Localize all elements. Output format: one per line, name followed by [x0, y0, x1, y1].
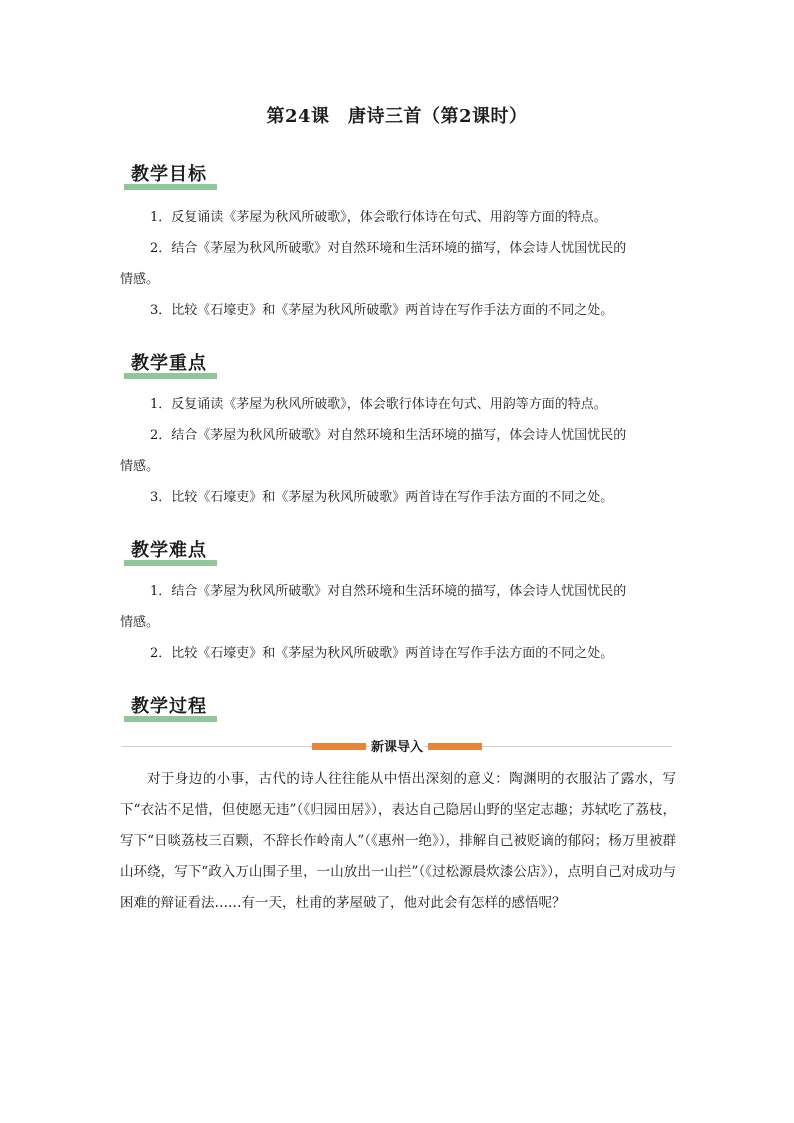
list-item: 1．反复诵读《茅屋为秋风所破歌》，体会歌行体诗在句式、用韵等方面的特点。: [150, 210, 607, 225]
list-item: 1．反复诵读《茅屋为秋风所破歌》，体会歌行体诗在句式、用韵等方面的特点。: [150, 397, 607, 412]
divider-label: 新课导入: [370, 740, 423, 755]
list-item: 1．结合《茅屋为秋风所破歌》对自然环境和生活环境的描写，体会诗人忧国忧民的: [150, 584, 627, 599]
difficulties-list: [120, 576, 680, 669]
list-item: 情感。: [120, 272, 160, 287]
list-item: 2．结合《茅屋为秋风所破歌》对自然环境和生活环境的描写，体会诗人忧国忧民的: [150, 241, 627, 256]
list-item: 情感。: [120, 615, 160, 630]
list-item: 3．比较《石壕吏》和《茅屋为秋风所破歌》两首诗在写作手法方面的不同之处。: [150, 490, 614, 505]
section-heading-process: 教学过程: [128, 692, 211, 718]
list-item: 情感。: [120, 459, 160, 474]
section-heading-objectives: 教学目标: [128, 160, 211, 186]
list-item: 2．比较《石壕吏》和《茅屋为秋风所破歌》两首诗在写作手法方面的不同之处。: [150, 646, 614, 661]
intro-paragraph: 对于身边的小事，古代的诗人往往能从中悟出深刻的意义：陶渊明的衣服沾了露水，写下“衣沾不足惜，但使愿无违”（《归园田居》），表达自己隐居山野的坚定志趣；苏轼吃了荔枝，写下“日啖荔枝三百颗，不辞长作岭南人”（《惠州一绝》），排解自己被贬谪的郁闷；杨万里被群山环绕，写下“政入万山围子里，一山放出一山拦”（《过松源晨炊漆公店》），点明自己对成功与困难的辩证看法……有一天，杜甫的茅屋破了，他对此会有怎样的感悟呢？: [120, 771, 676, 911]
page-title: 第24课 唐诗三首（第2课时）: [266, 106, 528, 127]
section-heading-key-points: 教学重点: [128, 349, 211, 375]
key-points-list: [120, 389, 680, 513]
list-item: 2．结合《茅屋为秋风所破歌》对自然环境和生活环境的描写，体会诗人忧国忧民的: [150, 428, 627, 443]
list-item: 3．比较《石壕吏》和《茅屋为秋风所破歌》两首诗在写作手法方面的不同之处。: [150, 303, 614, 318]
objectives-list: [120, 202, 680, 326]
section-heading-difficulties: 教学难点: [128, 536, 211, 562]
